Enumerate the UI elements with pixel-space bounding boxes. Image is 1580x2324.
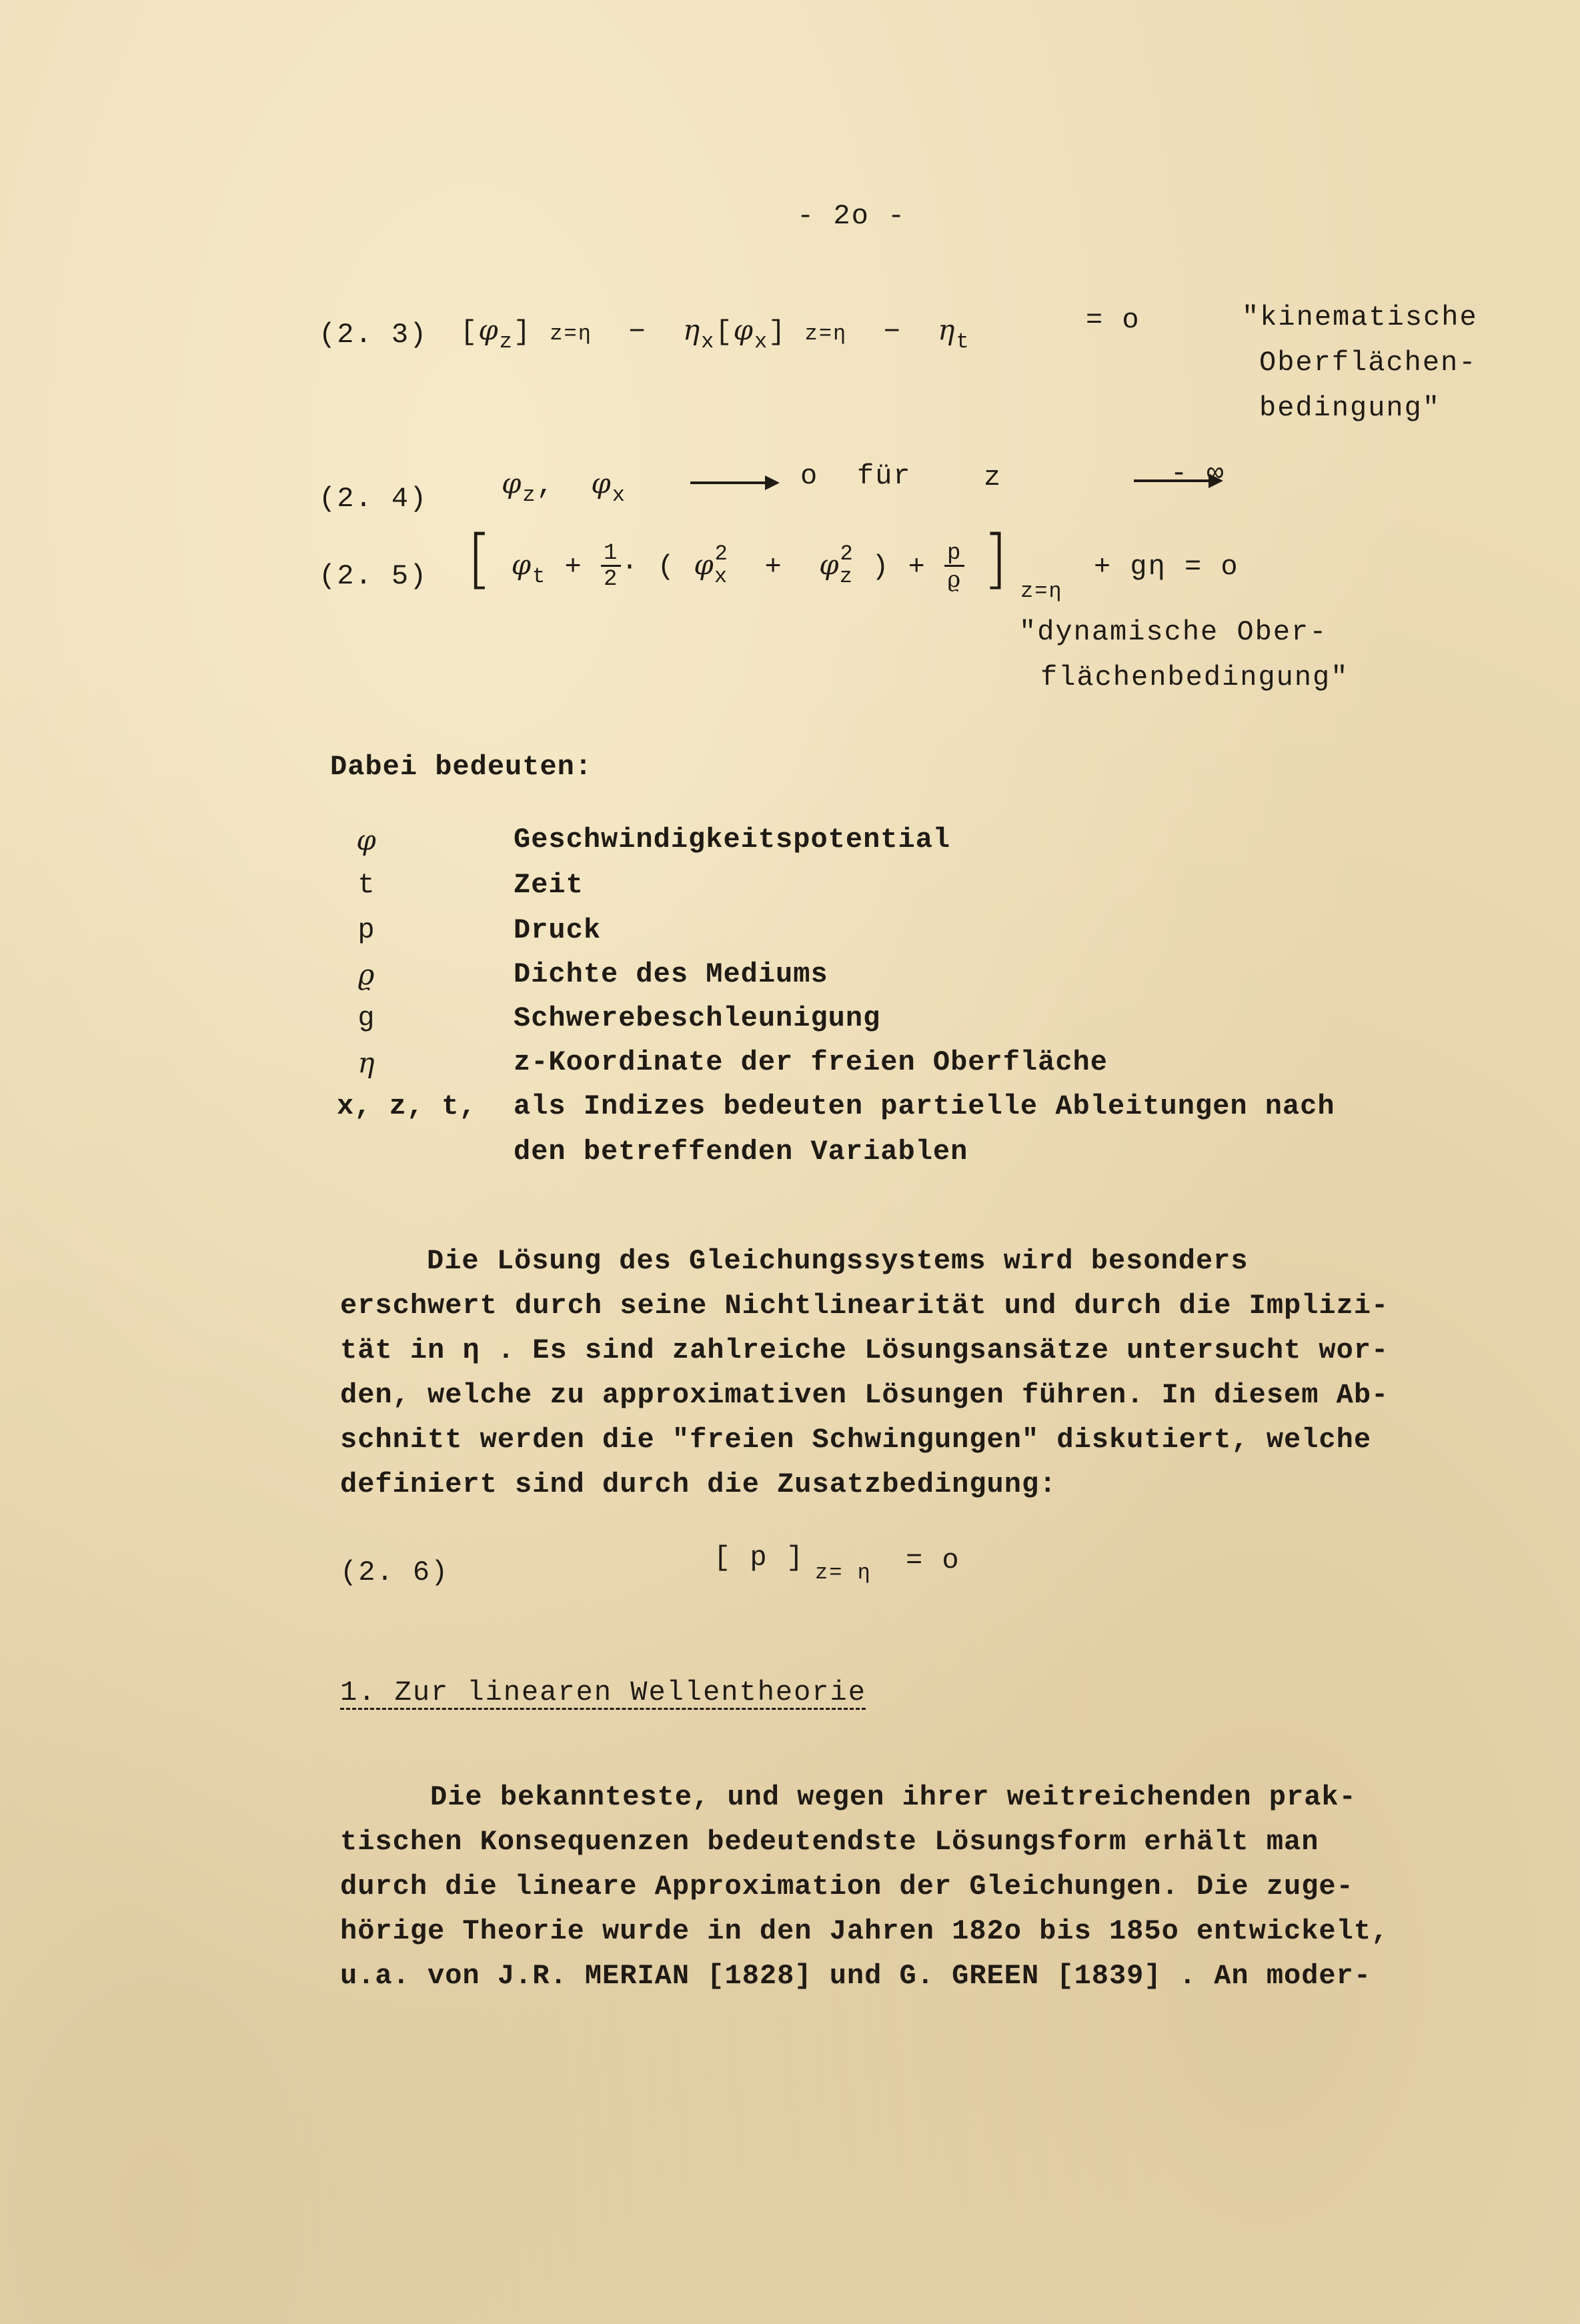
- definition-symbol: p: [357, 914, 376, 946]
- limit-infinity: - ∞: [1170, 457, 1225, 489]
- definition-text: den betreffenden Variablen: [514, 1136, 968, 1168]
- definition-symbol: φ: [356, 824, 377, 856]
- equation-body: $\varphi_z$, $\varphi_x$: [502, 467, 626, 507]
- definition-text: als Indizes bedeuten partielle Ableitungen nach: [514, 1090, 1335, 1122]
- equation-label: (2. 6): [340, 1556, 450, 1588]
- paragraph-line: tischen Konsequenzen bedeutendste Lösungsform erhält man: [340, 1826, 1319, 1858]
- variable-z: z: [984, 461, 1002, 493]
- paragraph-line: definiert sind durch die Zusatzbedingung:: [340, 1468, 1057, 1500]
- definition-text: Dichte des Mediums: [514, 958, 828, 990]
- definition-symbol: x, z, t,: [337, 1090, 477, 1122]
- paragraph-line: schnitt werden die "freien Schwingungen" diskutiert, welche: [340, 1424, 1372, 1456]
- definition-text: Druck: [514, 914, 602, 946]
- paragraph-line: den, welche zu approximativen Lösungen führen. In diesem Ab-: [340, 1379, 1389, 1411]
- definition-row: [330, 1002, 1464, 1048]
- fuer-text: für: [857, 460, 912, 492]
- note-kinematisch-3: bedingung": [1259, 392, 1441, 424]
- note-dynamisch-2: flächenbedingung": [1040, 662, 1349, 694]
- paragraph-line: tät in η . Es sind zahlreiche Lösungsansätze untersucht wor-: [340, 1334, 1389, 1366]
- definition-text: Zeit: [514, 869, 584, 901]
- equation-body: $[\varphi_z] z=\eta - \eta_x[\varphi_x] z=\eta - \eta_t$: [460, 313, 970, 354]
- paragraph-loesung: [340, 1239, 1461, 1507]
- paragraph-line: Die Lösung des Gleichungssystems wird besonders: [427, 1245, 1249, 1277]
- definitions-intro: Dabei bedeuten:: [330, 751, 593, 783]
- paragraph-wellentheorie: [340, 1775, 1461, 1999]
- definition-text: Schwerebeschleunigung: [514, 1002, 881, 1034]
- equation-label: (2. 3): [319, 319, 428, 351]
- equation-label: (2. 4): [319, 483, 428, 515]
- definition-row: [330, 1046, 1464, 1092]
- page-number: - 2o -: [797, 200, 906, 232]
- paragraph-line: Die bekannteste, und wegen ihrer weitreichenden prak-: [430, 1781, 1357, 1813]
- limit-value: o: [800, 460, 819, 492]
- definition-text: z-Koordinate der freien Oberfläche: [514, 1046, 1108, 1078]
- limit-arrow: [690, 481, 777, 484]
- equation-label: (2. 5): [319, 560, 428, 592]
- evaluation-condition: z=η: [1020, 579, 1063, 604]
- definition-symbol: t: [357, 869, 376, 901]
- equals-zero: = o: [906, 1544, 960, 1576]
- equation-body: [ $\varphi_t$ + $\frac{1}{2}$ · ( $\varphi^2_x + \varphi^2_z$ ) + $\frac{p}{ϱ}$ ]: [467, 521, 1010, 596]
- definition-row: [330, 1090, 1464, 1136]
- note-kinematisch-1: "kinematische: [1242, 301, 1478, 333]
- equals-zero: = o: [1086, 304, 1140, 336]
- paragraph-line: durch die lineare Approximation der Gleichungen. Die zuge-: [340, 1871, 1354, 1903]
- note-dynamisch-1: "dynamische Ober-: [1019, 616, 1328, 648]
- definition-symbol: g: [357, 1002, 376, 1034]
- equation-tail: + gη = o: [1094, 551, 1239, 583]
- definition-row: [330, 958, 1464, 1004]
- paragraph-line: hörige Theorie wurde in den Jahren 182o bis 185o entwickelt,: [340, 1915, 1389, 1947]
- equation-expression: [ p ]: [714, 1542, 805, 1574]
- definition-row: [330, 824, 1464, 869]
- evaluation-condition: z= η: [815, 1560, 872, 1585]
- paragraph-line: erschwert durch seine Nichtlinearität und durch die Implizi-: [340, 1290, 1389, 1322]
- paragraph-line: u.a. von J.R. MERIAN [1828] und G. GREEN [1839] . An moder-: [340, 1960, 1372, 1992]
- definition-row: [330, 869, 1464, 914]
- section-heading: 1. Zur linearen Wellentheorie: [340, 1676, 866, 1708]
- definition-symbol: ϱ: [357, 958, 376, 991]
- definition-row: [330, 914, 1464, 960]
- definition-text: Geschwindigkeitspotential: [514, 824, 951, 856]
- definition-symbol: η: [357, 1046, 376, 1079]
- definition-row: [330, 1136, 1464, 1181]
- note-kinematisch-2: Oberflächen-: [1259, 347, 1477, 379]
